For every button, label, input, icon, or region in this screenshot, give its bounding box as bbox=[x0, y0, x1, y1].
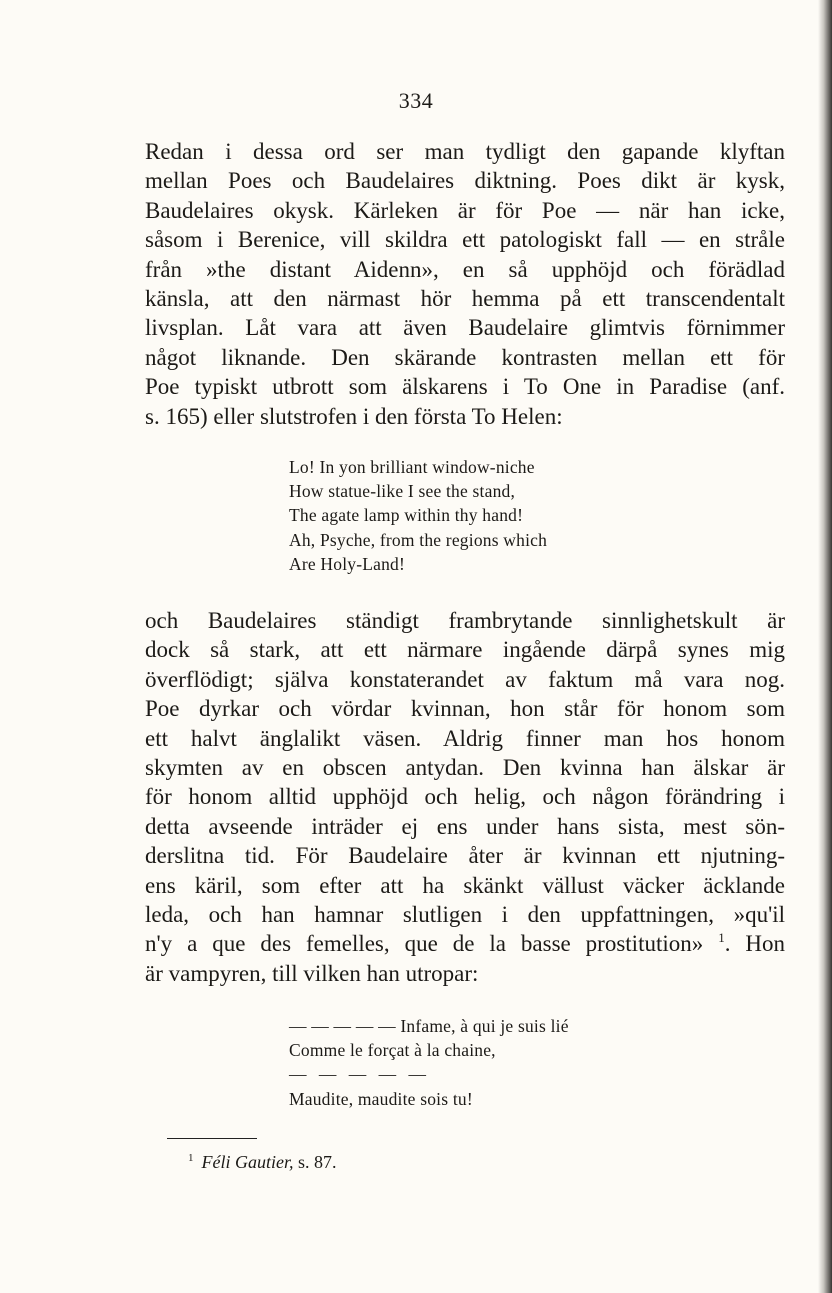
footnote-reference: 1 bbox=[718, 930, 725, 946]
paragraph-1 bbox=[145, 137, 785, 431]
poem-baudelaire bbox=[289, 1014, 569, 1111]
text-line: Redan i dessa ord ser man tydligt den gapande klyftan bbox=[145, 139, 785, 164]
scan-edge-shadow bbox=[818, 0, 832, 1293]
text-line: ens käril, som efter att ha skänkt vällust väcker äcklande bbox=[145, 872, 785, 898]
footnote-citation: s. 87. bbox=[298, 1152, 337, 1172]
text-line: leda, och han hamnar slutligen i den uppfattningen, »qu'il bbox=[145, 902, 785, 928]
text-line: Poe dyrkar och vördar kvinnan, hon står för honom som bbox=[145, 696, 785, 722]
footnote bbox=[188, 1152, 337, 1173]
text-segment: n'y a que des femelles, que de la basse prostitution» bbox=[145, 931, 704, 957]
poem-to-helen bbox=[289, 455, 547, 576]
verse-line: Maudite, maudite sois tu! bbox=[289, 1088, 473, 1109]
page-number: 334 bbox=[398, 88, 434, 113]
text-line: från »the distant Aidenn», en så upphöjd och förädlad bbox=[145, 256, 785, 282]
verse-line: The agate lamp within thy hand! bbox=[289, 505, 524, 526]
verse-dashes: — — — — — bbox=[289, 1064, 430, 1085]
text-line: dock så stark, att ett närmare ingående därpå synes mig bbox=[145, 637, 785, 663]
verse-text: Infame, à qui je suis lié bbox=[400, 1016, 569, 1036]
text-line: Baudelaires okysk. Kärleken är för Poe — när han icke, bbox=[145, 197, 785, 223]
verse-line: Lo! In yon brilliant window-niche bbox=[289, 457, 535, 477]
text-line: detta avseende inträder ej ens under hans sista, mest sön- bbox=[145, 813, 785, 839]
text-line: Poe typiskt utbrott som älskarens i To One in Paradise (anf. bbox=[145, 374, 785, 400]
verse-line: Ah, Psyche, from the regions which bbox=[289, 529, 548, 550]
footnote-author: Féli Gautier, bbox=[201, 1152, 294, 1172]
verse-line bbox=[289, 1014, 569, 1038]
text-line: för honom alltid upphöjd och helig, och någon förändring i bbox=[145, 784, 785, 810]
text-line: och Baudelaires ständigt frambrytande sinnlighetskult är bbox=[145, 608, 785, 633]
text-segment: . Hon bbox=[724, 931, 785, 957]
footnote-divider bbox=[167, 1138, 257, 1139]
text-line: livsplan. Låt vara att även Baudelaire glimtvis förnimmer bbox=[145, 315, 785, 341]
verse-line: How statue-like I see the stand, bbox=[289, 481, 516, 502]
paragraph-2 bbox=[145, 606, 785, 988]
text-line: såsom i Berenice, vill skildra ett patologiskt fall — en stråle bbox=[145, 227, 785, 253]
footnote-marker: 1 bbox=[188, 1152, 194, 1164]
verse-line: Comme le forçat à la chaine, bbox=[289, 1040, 496, 1061]
text-line: är vampyren, till vilken han utropar: bbox=[145, 960, 479, 986]
text-line: skymten av en obscen antydan. Den kvinna han älskar är bbox=[145, 755, 785, 781]
text-line-with-footnote bbox=[145, 929, 785, 958]
text-line: mellan Poes och Baudelaires diktning. Poes dikt är kysk, bbox=[145, 168, 785, 194]
text-line: derslitna tid. För Baudelaire åter är kvinnan ett njutning- bbox=[145, 843, 785, 869]
text-line: ett halvt änglalikt väsen. Aldrig finner man hos honom bbox=[145, 725, 785, 751]
text-line: överflödigt; själva konstaterandet av faktum må vara nog. bbox=[145, 666, 785, 692]
verse-line: Are Holy-Land! bbox=[289, 553, 406, 574]
text-line: något liknande. Den skärande kontrasten mellan ett för bbox=[145, 344, 785, 370]
verse-dashes: — — — — — bbox=[289, 1016, 396, 1036]
text-line: s. 165) eller slutstrofen i den första To Helen: bbox=[145, 403, 563, 429]
text-line: känsla, att den närmast hör hemma på ett transcendentalt bbox=[145, 286, 785, 312]
